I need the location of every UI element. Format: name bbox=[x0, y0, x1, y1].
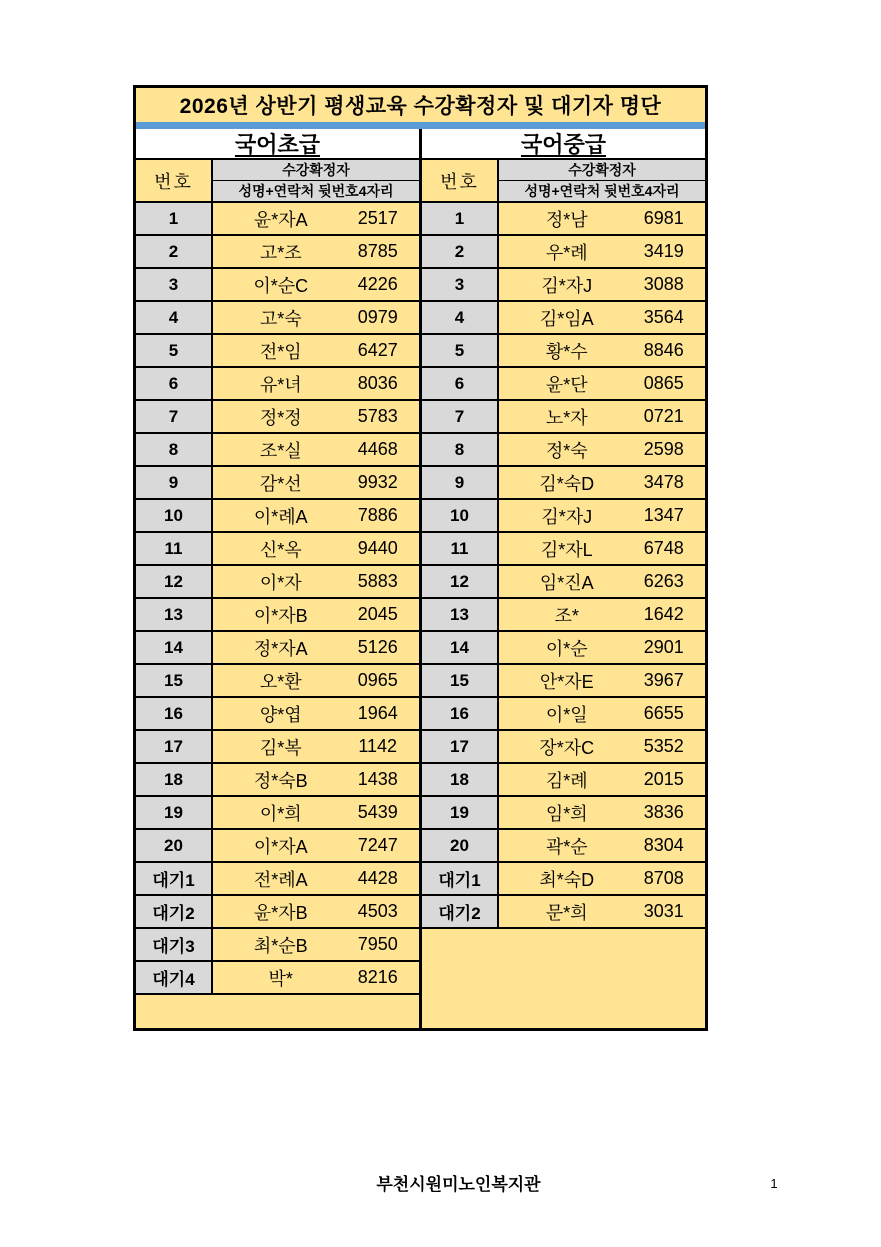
phone-last4: 2901 bbox=[643, 637, 684, 657]
row-number: 11 bbox=[422, 533, 499, 564]
table-row bbox=[422, 368, 705, 401]
page-number: 1 bbox=[770, 1176, 778, 1191]
row-data bbox=[213, 236, 419, 267]
phone-last4: 5352 bbox=[643, 736, 684, 756]
masked-name: 노*자 bbox=[545, 407, 588, 428]
title-divider bbox=[136, 122, 705, 129]
row-number: 11 bbox=[136, 533, 213, 564]
masked-name: 윤*자B bbox=[253, 902, 308, 923]
table-row bbox=[136, 863, 419, 896]
row-data bbox=[499, 500, 705, 531]
table-row bbox=[422, 335, 705, 368]
row-number: 대기1 bbox=[422, 863, 499, 894]
row-number: 7 bbox=[422, 401, 499, 432]
phone-last4: 4503 bbox=[357, 901, 398, 921]
row-data bbox=[499, 863, 705, 894]
phone-last4: 2598 bbox=[643, 439, 684, 459]
table-row bbox=[422, 302, 705, 335]
table-row bbox=[136, 467, 419, 500]
row-data bbox=[499, 797, 705, 828]
row-number: 12 bbox=[136, 566, 213, 597]
phone-last4: 2517 bbox=[357, 208, 398, 228]
table-row bbox=[136, 236, 419, 269]
masked-name: 황*수 bbox=[545, 341, 588, 362]
masked-name: 장*자C bbox=[539, 737, 595, 758]
phone-last4: 0721 bbox=[643, 406, 684, 426]
row-number: 대기2 bbox=[136, 896, 213, 927]
row-number: 14 bbox=[136, 632, 213, 663]
row-data bbox=[213, 599, 419, 630]
row-number: 18 bbox=[136, 764, 213, 795]
phone-last4: 5883 bbox=[357, 571, 398, 591]
row-data bbox=[213, 830, 419, 861]
row-number: 20 bbox=[136, 830, 213, 861]
phone-last4: 8036 bbox=[357, 373, 398, 393]
row-number: 9 bbox=[422, 467, 499, 498]
table-row bbox=[136, 962, 419, 995]
course-section-beginner bbox=[136, 129, 419, 1028]
masked-name: 오*환 bbox=[259, 671, 302, 692]
masked-name: 김*숙D bbox=[539, 473, 595, 494]
table-row bbox=[136, 335, 419, 368]
table-row bbox=[136, 302, 419, 335]
masked-name: 감*선 bbox=[259, 473, 302, 494]
row-number: 6 bbox=[422, 368, 499, 399]
table-row bbox=[422, 467, 705, 500]
masked-name: 우*례 bbox=[545, 242, 588, 263]
phone-last4: 8304 bbox=[643, 835, 684, 855]
table-row bbox=[136, 269, 419, 302]
header-name-phone: 성명+연락처 뒷번호4자리 bbox=[524, 183, 680, 199]
course-name-label: 국어중급 bbox=[520, 132, 606, 157]
row-number: 12 bbox=[422, 566, 499, 597]
phone-last4: 7950 bbox=[357, 934, 398, 954]
table-row bbox=[422, 632, 705, 665]
phone-last4: 4468 bbox=[357, 439, 398, 459]
table-row bbox=[422, 896, 705, 929]
header-right bbox=[213, 160, 419, 201]
table-row bbox=[136, 632, 419, 665]
row-number: 8 bbox=[136, 434, 213, 465]
masked-name: 조* bbox=[554, 605, 579, 626]
table-row bbox=[422, 533, 705, 566]
row-number: 2 bbox=[136, 236, 213, 267]
row-number: 4 bbox=[136, 302, 213, 333]
row-number: 16 bbox=[136, 698, 213, 729]
masked-name: 이*자 bbox=[259, 572, 302, 593]
row-data bbox=[213, 500, 419, 531]
row-number: 15 bbox=[422, 665, 499, 696]
table-row bbox=[136, 533, 419, 566]
course-name-label: 국어초급 bbox=[234, 132, 320, 157]
row-data bbox=[213, 665, 419, 696]
column-header bbox=[422, 160, 705, 203]
row-number: 19 bbox=[422, 797, 499, 828]
table-row bbox=[422, 269, 705, 302]
row-number: 13 bbox=[422, 599, 499, 630]
table-row bbox=[422, 401, 705, 434]
row-number: 13 bbox=[136, 599, 213, 630]
phone-last4: 7247 bbox=[357, 835, 398, 855]
table-row bbox=[136, 665, 419, 698]
phone-last4: 3031 bbox=[643, 901, 684, 921]
row-number: 7 bbox=[136, 401, 213, 432]
phone-last4: 1142 bbox=[358, 736, 398, 756]
masked-name: 김*자J bbox=[541, 275, 593, 296]
phone-last4: 3478 bbox=[643, 472, 684, 492]
phone-last4: 3836 bbox=[643, 802, 684, 822]
document-title: 2026년 상반기 평생교육 수강확정자 및 대기자 명단 bbox=[136, 88, 705, 122]
phone-last4: 0865 bbox=[643, 373, 684, 393]
table-row bbox=[136, 896, 419, 929]
phone-last4: 0965 bbox=[357, 670, 398, 690]
rows-beginner bbox=[136, 203, 419, 995]
masked-name: 김*임A bbox=[539, 308, 594, 329]
table-row bbox=[136, 830, 419, 863]
row-data bbox=[213, 335, 419, 366]
row-number: 20 bbox=[422, 830, 499, 861]
empty-cell bbox=[422, 929, 705, 1028]
masked-name: 김*자J bbox=[541, 506, 593, 527]
row-number: 16 bbox=[422, 698, 499, 729]
phone-last4: 6655 bbox=[643, 703, 684, 723]
phone-last4: 6981 bbox=[643, 208, 684, 228]
table-row bbox=[422, 566, 705, 599]
row-number: 3 bbox=[136, 269, 213, 300]
row-data bbox=[499, 698, 705, 729]
phone-last4: 0979 bbox=[357, 307, 398, 327]
row-data bbox=[213, 698, 419, 729]
masked-name: 이*순C bbox=[253, 275, 309, 296]
masked-name: 윤*자A bbox=[253, 209, 308, 230]
phone-last4: 3088 bbox=[643, 274, 684, 294]
footer-organization: 부천시원미노인복지관 bbox=[376, 1175, 541, 1194]
row-data bbox=[213, 302, 419, 333]
row-data bbox=[213, 731, 419, 762]
phone-last4: 8846 bbox=[643, 340, 684, 360]
row-data bbox=[499, 269, 705, 300]
row-data bbox=[213, 269, 419, 300]
row-number: 14 bbox=[422, 632, 499, 663]
table-row bbox=[422, 830, 705, 863]
phone-last4: 3967 bbox=[643, 670, 684, 690]
row-data bbox=[213, 368, 419, 399]
phone-last4: 8708 bbox=[643, 868, 684, 888]
table-row bbox=[136, 731, 419, 764]
table-row bbox=[422, 863, 705, 896]
table-row bbox=[422, 731, 705, 764]
row-data bbox=[499, 764, 705, 795]
table-row bbox=[422, 797, 705, 830]
row-number: 17 bbox=[136, 731, 213, 762]
phone-last4: 7886 bbox=[357, 505, 398, 525]
table-row bbox=[136, 698, 419, 731]
row-number: 대기2 bbox=[422, 896, 499, 927]
phone-last4: 3564 bbox=[643, 307, 684, 327]
row-data bbox=[499, 599, 705, 630]
header-name-phone: 성명+연락처 뒷번호4자리 bbox=[238, 183, 394, 199]
table-row bbox=[136, 764, 419, 797]
row-number: 8 bbox=[422, 434, 499, 465]
course-section-intermediate bbox=[419, 129, 705, 1028]
table-row bbox=[422, 434, 705, 467]
masked-name: 안*자E bbox=[539, 671, 594, 692]
table-row bbox=[136, 599, 419, 632]
masked-name: 이*희 bbox=[259, 803, 302, 824]
masked-name: 임*진A bbox=[539, 572, 594, 593]
table-row bbox=[136, 566, 419, 599]
row-number: 9 bbox=[136, 467, 213, 498]
masked-name: 이*자A bbox=[253, 836, 308, 857]
phone-last4: 6427 bbox=[357, 340, 398, 360]
phone-last4: 4428 bbox=[357, 868, 398, 888]
row-data bbox=[213, 566, 419, 597]
row-data bbox=[213, 401, 419, 432]
header-right bbox=[499, 160, 705, 201]
masked-name: 조*실 bbox=[259, 440, 302, 461]
phone-last4: 4226 bbox=[357, 274, 398, 294]
row-data bbox=[213, 434, 419, 465]
column-header bbox=[136, 160, 419, 203]
phone-last4: 1964 bbox=[357, 703, 398, 723]
row-number: 대기3 bbox=[136, 929, 213, 960]
phone-last4: 6263 bbox=[643, 571, 684, 591]
row-data bbox=[213, 632, 419, 663]
masked-name: 이*일 bbox=[545, 704, 588, 725]
masked-name: 양*엽 bbox=[259, 704, 302, 725]
row-number: 6 bbox=[136, 368, 213, 399]
table-row bbox=[422, 764, 705, 797]
masked-name: 윤*단 bbox=[545, 374, 588, 395]
masked-name: 정*숙 bbox=[545, 440, 588, 461]
phone-last4: 8785 bbox=[357, 241, 398, 261]
row-number: 19 bbox=[136, 797, 213, 828]
course-name bbox=[422, 129, 705, 160]
row-number: 5 bbox=[136, 335, 213, 366]
phone-last4: 9440 bbox=[357, 538, 398, 558]
row-number: 15 bbox=[136, 665, 213, 696]
row-data bbox=[499, 467, 705, 498]
row-data bbox=[213, 863, 419, 894]
row-data bbox=[213, 533, 419, 564]
table-row bbox=[422, 500, 705, 533]
row-number: 5 bbox=[422, 335, 499, 366]
masked-name: 이*례A bbox=[253, 506, 308, 527]
phone-last4: 1347 bbox=[643, 505, 684, 525]
course-name bbox=[136, 129, 419, 160]
phone-last4: 5126 bbox=[357, 637, 398, 657]
row-data bbox=[213, 896, 419, 927]
masked-name: 김*자L bbox=[540, 539, 593, 560]
row-number: 1 bbox=[422, 203, 499, 234]
masked-name: 이*자B bbox=[253, 605, 308, 626]
masked-name: 김*복 bbox=[259, 737, 302, 758]
header-confirmed: 수강확정자 bbox=[499, 160, 705, 181]
phone-last4: 2015 bbox=[643, 769, 684, 789]
row-data bbox=[213, 929, 419, 960]
row-number: 4 bbox=[422, 302, 499, 333]
row-data bbox=[499, 335, 705, 366]
masked-name: 김*례 bbox=[545, 770, 588, 791]
table-row bbox=[422, 698, 705, 731]
table-row bbox=[136, 401, 419, 434]
row-data bbox=[499, 533, 705, 564]
row-data bbox=[499, 203, 705, 234]
table-row bbox=[422, 599, 705, 632]
row-data bbox=[499, 302, 705, 333]
row-number: 10 bbox=[136, 500, 213, 531]
masked-name: 이*순 bbox=[545, 638, 588, 659]
table-body bbox=[136, 129, 705, 1028]
row-data bbox=[213, 797, 419, 828]
masked-name: 정*정 bbox=[259, 407, 302, 428]
row-data bbox=[499, 434, 705, 465]
row-data bbox=[499, 731, 705, 762]
table-row bbox=[136, 797, 419, 830]
phone-last4: 3419 bbox=[643, 241, 684, 261]
masked-name: 임*희 bbox=[545, 803, 588, 824]
masked-name: 곽*순 bbox=[545, 836, 588, 857]
row-data bbox=[499, 368, 705, 399]
masked-name: 최*순B bbox=[253, 935, 308, 956]
table-row bbox=[136, 203, 419, 236]
table-row bbox=[136, 500, 419, 533]
masked-name: 최*숙D bbox=[539, 869, 595, 890]
masked-name: 신*옥 bbox=[259, 539, 302, 560]
table-row bbox=[422, 665, 705, 698]
row-data bbox=[499, 665, 705, 696]
masked-name: 고*숙 bbox=[259, 308, 302, 329]
row-data bbox=[213, 467, 419, 498]
table-row bbox=[136, 434, 419, 467]
phone-last4: 2045 bbox=[357, 604, 398, 624]
masked-name: 정*자A bbox=[253, 638, 308, 659]
row-data bbox=[499, 632, 705, 663]
row-number: 18 bbox=[422, 764, 499, 795]
masked-name: 정*남 bbox=[545, 209, 588, 230]
phone-last4: 5439 bbox=[357, 802, 398, 822]
row-data bbox=[499, 896, 705, 927]
empty-cell bbox=[136, 995, 419, 1028]
masked-name: 전*임 bbox=[259, 341, 302, 362]
phone-last4: 8216 bbox=[357, 967, 398, 987]
table-row bbox=[136, 368, 419, 401]
row-number: 대기4 bbox=[136, 962, 213, 993]
row-data bbox=[213, 764, 419, 795]
header-number: 번호 bbox=[136, 160, 213, 201]
phone-last4: 1438 bbox=[357, 769, 398, 789]
roster-table bbox=[133, 85, 708, 1031]
masked-name: 박* bbox=[268, 968, 293, 989]
phone-last4: 6748 bbox=[643, 538, 684, 558]
masked-name: 전*례A bbox=[253, 869, 308, 890]
table-row bbox=[136, 929, 419, 962]
masked-name: 유*녀 bbox=[259, 374, 302, 395]
masked-name: 문*희 bbox=[545, 902, 588, 923]
row-data bbox=[213, 962, 419, 993]
row-data bbox=[499, 236, 705, 267]
row-number: 3 bbox=[422, 269, 499, 300]
table-row bbox=[422, 236, 705, 269]
header-number: 번호 bbox=[422, 160, 499, 201]
row-number: 1 bbox=[136, 203, 213, 234]
row-data bbox=[499, 830, 705, 861]
header-confirmed: 수강확정자 bbox=[213, 160, 419, 181]
row-number: 2 bbox=[422, 236, 499, 267]
row-number: 대기1 bbox=[136, 863, 213, 894]
masked-name: 정*숙B bbox=[253, 770, 308, 791]
row-data bbox=[499, 566, 705, 597]
phone-last4: 9932 bbox=[357, 472, 398, 492]
phone-last4: 1642 bbox=[643, 604, 684, 624]
row-data bbox=[499, 401, 705, 432]
table-row bbox=[422, 203, 705, 236]
row-number: 10 bbox=[422, 500, 499, 531]
row-data bbox=[213, 203, 419, 234]
phone-last4: 5783 bbox=[357, 406, 398, 426]
row-number: 17 bbox=[422, 731, 499, 762]
rows-intermediate bbox=[422, 203, 705, 929]
masked-name: 고*조 bbox=[259, 242, 302, 263]
